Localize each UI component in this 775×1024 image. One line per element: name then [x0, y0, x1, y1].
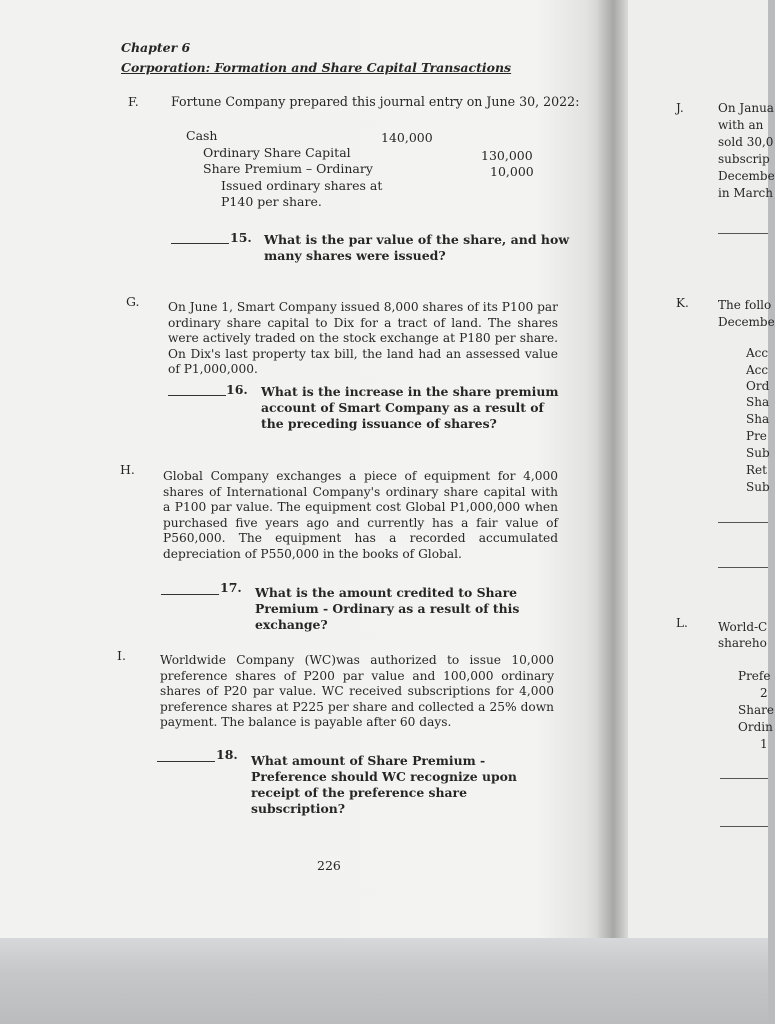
right-k-account: Ord	[746, 379, 770, 393]
book-gutter	[598, 0, 632, 945]
right-k-account: Acc	[746, 363, 769, 377]
question-16-text: What is the increase in the share premium account of Smart Company as a result of the preceding issuance of shares?	[261, 384, 559, 431]
right-section-l-letter: L.	[676, 616, 688, 630]
answer-blank-18	[157, 761, 215, 762]
right-l-item: Prefe	[738, 669, 771, 683]
question-15-number: 15.	[230, 230, 252, 245]
section-h-letter: H.	[120, 462, 135, 477]
right-answer-blank	[718, 522, 768, 523]
right-j-line: On Janua	[718, 101, 774, 115]
table-surface	[0, 938, 768, 1024]
right-l-item: Share	[738, 703, 774, 717]
right-j-line: sold 30,0	[718, 135, 774, 149]
journal-explanation-line1: Issued ordinary shares at	[221, 178, 383, 193]
section-f-intro: Fortune Company prepared this journal entry on June 30, 2022:	[171, 94, 580, 109]
right-k-account: Ret	[746, 463, 767, 477]
right-k-account: Pre	[746, 429, 767, 443]
answer-blank-15	[171, 243, 229, 244]
right-section-k-letter: K.	[676, 296, 689, 310]
section-g-letter: G.	[126, 294, 140, 309]
page-number: 226	[317, 858, 341, 873]
journal-explanation-line2: P140 per share.	[221, 194, 322, 209]
question-15-line1: What is the par value of the share, and how	[264, 232, 570, 247]
right-section-j-letter: J.	[676, 101, 684, 115]
journal-account-ordinary-share-capital: Ordinary Share Capital	[203, 145, 351, 160]
question-17-number: 17.	[220, 580, 242, 595]
right-j-line: subscrip	[718, 152, 770, 166]
section-g-paragraph: On June 1, Smart Company issued 8,000 shares of its P100 par ordinary share capital to Dix for a tract of land. The shares were actively traded on the stock exchange at P180 per share. On Dix's last property tax bill, the land had an assessed value of P1,000,000.	[168, 300, 558, 377]
question-15-line2: many shares were issued?	[264, 248, 446, 263]
right-answer-blank	[720, 778, 768, 779]
journal-account-cash: Cash	[186, 128, 218, 143]
question-16-number: 16.	[226, 382, 248, 397]
right-l-line: shareho	[718, 636, 767, 650]
question-18-number: 18.	[216, 747, 238, 762]
journal-account-share-premium: Share Premium – Ordinary	[203, 161, 373, 176]
right-answer-blank	[720, 826, 768, 827]
chapter-subtitle: Corporation: Formation and Share Capital Transactions	[121, 60, 512, 75]
right-k-account: Sha	[746, 412, 770, 426]
right-k-account: Sub	[746, 446, 770, 460]
section-f-letter: F.	[128, 94, 139, 109]
right-l-line: World-C	[718, 620, 768, 634]
journal-credit-share-premium: 10,000	[490, 164, 534, 179]
section-i-paragraph: Worldwide Company (WC)was authorized to issue 10,000 preference shares of P200 par value and 100,000 ordinary shares of P20 par value. WC received subscriptions for 4,000 preference shares at P225 per share and collected a 25% down payment. The balance is payable after 60 days.	[160, 653, 554, 730]
right-answer-blank	[718, 567, 768, 568]
journal-debit-cash: 140,000	[381, 130, 433, 145]
section-i-letter: I.	[117, 648, 126, 663]
answer-blank-17	[161, 594, 219, 595]
right-k-account: Sub	[746, 480, 770, 494]
right-k-line: The follo	[718, 298, 772, 312]
right-j-line: in March	[718, 186, 774, 200]
right-j-line: Decembe	[718, 169, 775, 183]
right-j-line: with an	[718, 118, 764, 132]
answer-blank-16	[168, 395, 226, 396]
right-l-item: 2	[760, 686, 768, 700]
question-17-text: What is the amount credited to Share Premium - Ordinary as a result of this exchange?	[255, 585, 520, 632]
right-l-item: Ordin	[738, 720, 773, 734]
right-l-item: 1	[760, 737, 768, 751]
question-18-text: What amount of Share Premium - Preference should WC recognize upon receipt of the preference share subscription?	[251, 753, 517, 816]
chapter-label: Chapter 6	[121, 40, 191, 55]
journal-credit-ordinary-share-capital: 130,000	[481, 148, 533, 163]
right-k-account: Acc	[746, 346, 769, 360]
right-k-line: Decembe	[718, 315, 775, 329]
right-answer-blank	[718, 233, 768, 234]
section-h-paragraph: Global Company exchanges a piece of equipment for 4,000 shares of International Company's ordinary share capital with a P100 par value. The equipment cost Global P1,000,000 when purchased five years ago and currently has a fair value of P560,000. The equipment has a recorded accumulated depreciation of P550,000 in the books of Global.	[163, 469, 558, 561]
right-k-account: Sha	[746, 395, 770, 409]
